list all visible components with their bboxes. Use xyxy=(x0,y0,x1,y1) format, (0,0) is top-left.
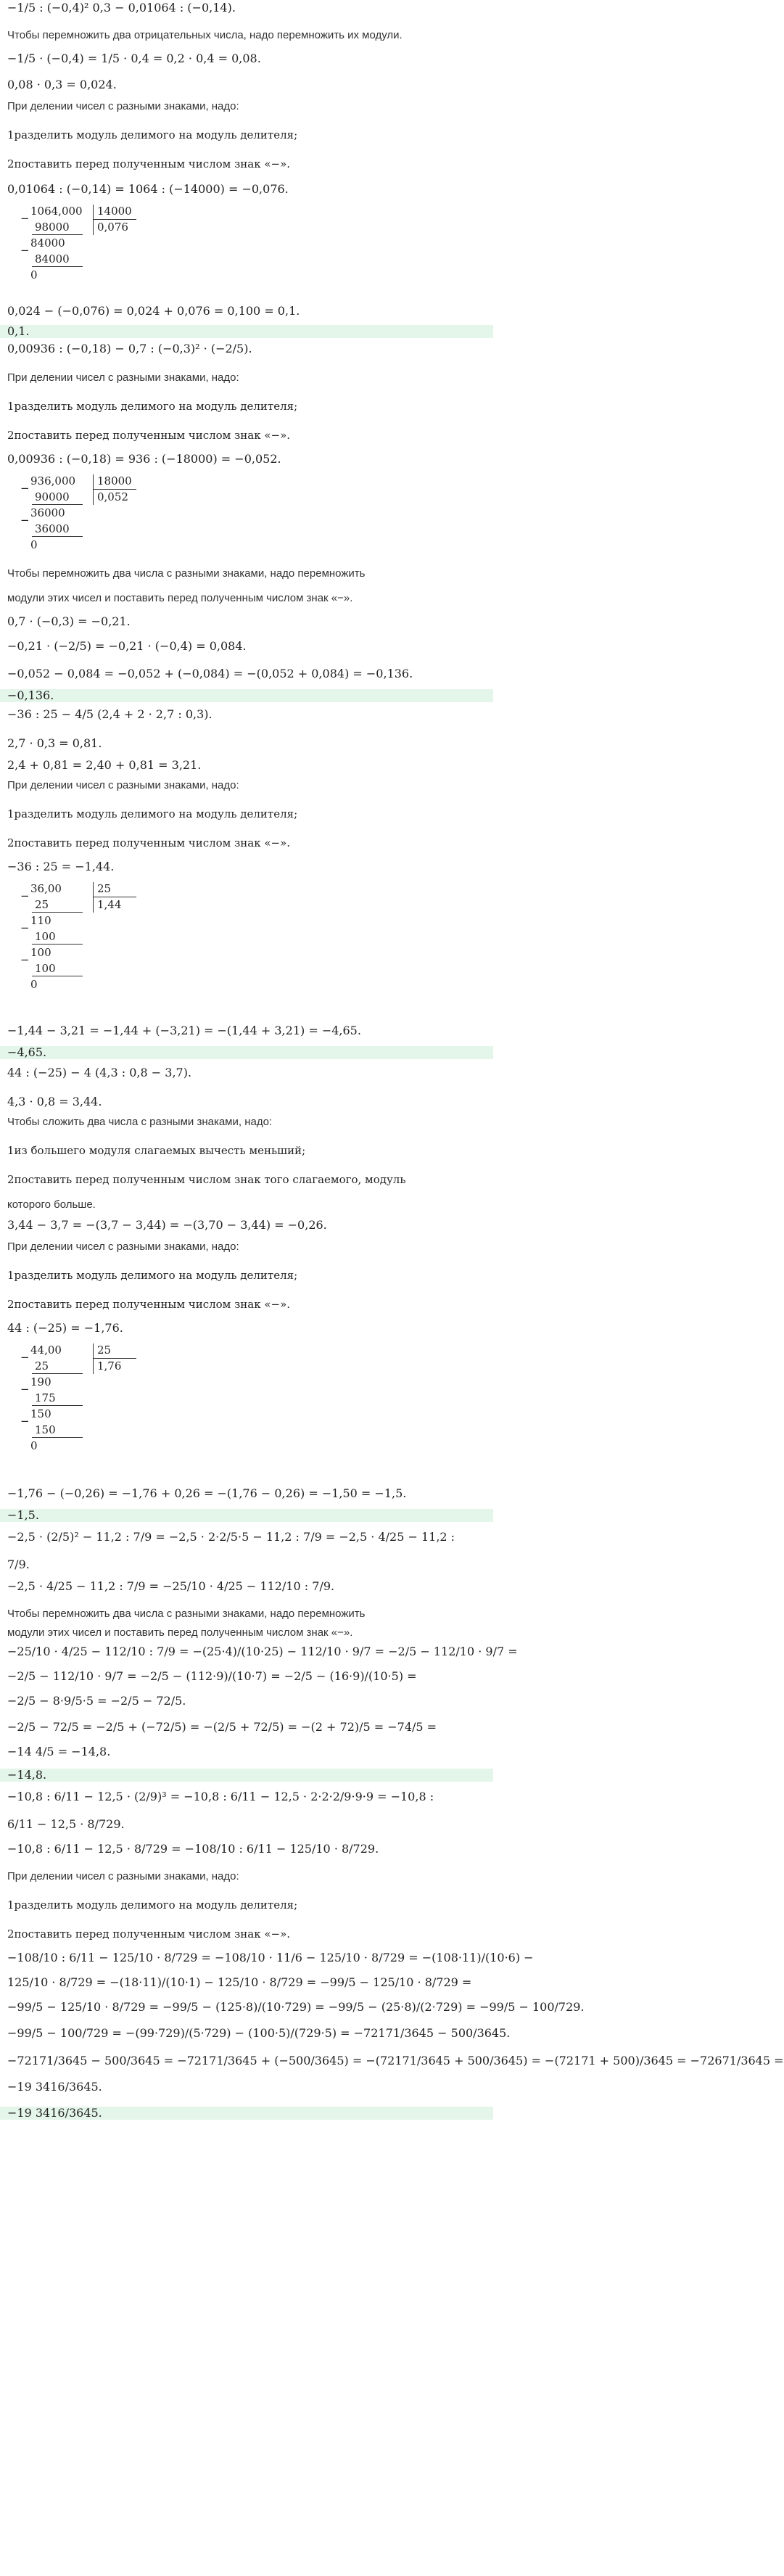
step-text: разделить модуль делимого на модуль делителя; xyxy=(14,1898,298,1912)
step-number: 2 xyxy=(7,429,15,442)
minus-sign: − xyxy=(20,1351,30,1364)
formula-line: 44 : (−25) = −1,76. xyxy=(7,1321,123,1335)
division-row: 98000 xyxy=(35,221,70,234)
division-bracket-line xyxy=(93,219,136,220)
step-number: 1 xyxy=(7,128,15,141)
rule-step xyxy=(7,1145,489,1157)
minus-sign: − xyxy=(20,1415,30,1428)
formula-line: −14 4/5 = −14,8. xyxy=(7,1745,111,1758)
division-underline xyxy=(32,944,83,945)
rule-step xyxy=(7,1270,489,1282)
formula-line: 3,44 − 3,7 = −(3,7 − 3,44) = −(3,70 − 3,44) = −0,26. xyxy=(7,1218,327,1232)
division-remainder: 0 xyxy=(30,538,38,551)
long-division xyxy=(20,882,180,998)
formula-line: 0,7 · (−0,3) = −0,21. xyxy=(7,614,131,628)
formula-line: −36 : 25 − 4/5 (2,4 + 2 · 2,7 : 0,3). xyxy=(7,707,212,721)
division-row: 25 xyxy=(35,1359,49,1373)
formula-line: 0,01064 : (−0,14) = 1064 : (−14000) = −0,076. xyxy=(7,182,289,196)
answer-line: 0,1. xyxy=(0,325,493,338)
formula-line: 0,00936 : (−0,18) = 936 : (−18000) = −0,052. xyxy=(7,452,281,466)
step-number: 2 xyxy=(7,1927,15,1941)
division-bracket-line xyxy=(93,1358,136,1359)
formula-line: 0,024 − (−0,076) = 0,024 + 0,076 = 0,100 = 0,1. xyxy=(7,304,300,318)
step-text: поставить перед полученным числом знак «−». xyxy=(14,1927,291,1941)
step-number: 2 xyxy=(7,1173,15,1186)
divisor: 25 xyxy=(97,882,112,895)
formula-line: 0,00936 : (−0,18) − 0,7 : (−0,3)² · (−2/5). xyxy=(7,342,252,355)
rule-step xyxy=(7,158,489,170)
rule-step xyxy=(7,837,489,849)
rule-step xyxy=(7,129,489,141)
step-text: разделить модуль делимого на модуль делителя; xyxy=(14,1269,298,1282)
rule-step xyxy=(7,1299,489,1311)
division-row: 936,000 xyxy=(30,474,76,487)
formula-line: −10,8 : 6/11 − 12,5 · 8/729 = −108/10 : 6/11 − 125/10 · 8/729. xyxy=(7,1842,379,1856)
step-number: 2 xyxy=(7,1298,15,1311)
division-row: 36,00 xyxy=(30,882,62,895)
rule-step xyxy=(7,400,489,413)
step-number: 1 xyxy=(7,1898,15,1912)
division-row: 150 xyxy=(35,1423,56,1436)
step-text: поставить перед полученным числом знак «−». xyxy=(14,1298,291,1311)
division-row: 190 xyxy=(30,1375,51,1388)
rule-step xyxy=(7,429,489,442)
minus-sign: − xyxy=(20,1383,30,1396)
step-number: 1 xyxy=(7,1144,15,1157)
formula-line: −1/5 · (−0,4) = 1/5 · 0,4 = 0,2 · 0,4 = 0,08. xyxy=(7,52,261,65)
division-bracket-line xyxy=(93,489,136,490)
rule-text: При делении чисел с разными знаками, надо: xyxy=(7,371,239,384)
formula-line: −2,5 · 4/25 − 11,2 : 7/9 = −25/10 · 4/25 − 112/10 : 7/9. xyxy=(7,1579,335,1593)
division-bracket xyxy=(93,1343,94,1374)
answer-line: −19 3416/3645. xyxy=(0,2107,493,2120)
minus-sign: − xyxy=(20,889,30,902)
formula-line: −2/5 − 72/5 = −2/5 + (−72/5) = −(2/5 + 72/5) = −(2 + 72)/5 = −74/5 = xyxy=(7,1720,437,1734)
long-division xyxy=(20,1343,180,1460)
division-bracket xyxy=(93,474,94,505)
long-division xyxy=(20,474,180,559)
long-division xyxy=(20,205,180,289)
division-row: 25 xyxy=(35,898,49,911)
division-bracket xyxy=(93,882,94,913)
formula-line: −108/10 : 6/11 − 125/10 · 8/729 = −108/10 · 11/6 − 125/10 · 8/729 = −(108·11)/(10·6) − xyxy=(7,1951,534,1964)
rule-text: Чтобы сложить два числа с разными знаками, надо: xyxy=(7,1116,273,1128)
quotient: 1,76 xyxy=(97,1359,122,1373)
rule-text: При делении чисел с разными знаками, надо: xyxy=(7,779,239,791)
step-number: 1 xyxy=(7,400,15,413)
quotient: 0,052 xyxy=(97,490,128,503)
formula-line: −2/5 − 112/10 · 9/7 = −2/5 − (112·9)/(10·7) = −2/5 − (16·9)/(10·5) = xyxy=(7,1669,417,1683)
formula-line: −72171/3645 − 500/3645 = −72171/3645 + (−500/3645) = −(72171/3645 + 500/3645) = −(72171 + 500)/3645 = −72671/3645 = xyxy=(7,2054,784,2067)
step-text: разделить модуль делимого на модуль делителя; xyxy=(14,807,298,820)
formula-line: −1/5 : (−0,4)² 0,3 − 0,01064 : (−0,14). xyxy=(7,1,236,15)
division-underline xyxy=(32,912,83,913)
rule-text: модули этих чисел и поставить перед полученным числом знак «−». xyxy=(7,592,353,604)
formula-line: −10,8 : 6/11 − 12,5 · (2/9)³ = −10,8 : 6/11 − 12,5 · 2·2·2/9·9·9 = −10,8 : xyxy=(7,1790,434,1803)
rule-text: При делении чисел с разными знаками, надо: xyxy=(7,1870,239,1882)
formula-line: −99/5 − 100/729 = −(99·729)/(5·729) − (100·5)/(729·5) = −72171/3645 − 500/3645. xyxy=(7,2026,511,2040)
division-row: 90000 xyxy=(35,490,70,503)
division-underline xyxy=(32,536,83,537)
rule-text-continuation: которого больше. xyxy=(7,1198,96,1211)
formula-line: −99/5 − 125/10 · 8/729 = −99/5 − (125·8)/(10·729) = −99/5 − (25·8)/(2·729) = −99/5 − 100/729. xyxy=(7,2000,585,2014)
division-row: 100 xyxy=(35,962,56,975)
formula-line: −19 3416/3645. xyxy=(7,2080,102,2094)
rule-text: Чтобы перемножить два числа с разными знаками, надо перемножить xyxy=(7,567,366,580)
formula-line: −0,052 − 0,084 = −0,052 + (−0,084) = −(0,052 + 0,084) = −0,136. xyxy=(7,667,413,680)
formula-line: −1,44 − 3,21 = −1,44 + (−3,21) = −(1,44 + 3,21) = −4,65. xyxy=(7,1024,361,1037)
minus-sign: − xyxy=(20,212,30,225)
quotient: 0,076 xyxy=(97,221,128,234)
rule-step xyxy=(7,1928,489,1941)
formula-line: 4,3 · 0,8 = 3,44. xyxy=(7,1095,102,1108)
formula-line: 7/9. xyxy=(7,1557,30,1571)
division-row: 110 xyxy=(30,914,51,927)
rule-step xyxy=(7,808,489,820)
step-text: поставить перед полученным числом знак того слагаемого, модуль xyxy=(14,1173,406,1186)
rule-step xyxy=(7,1174,489,1186)
division-remainder: 0 xyxy=(30,978,38,991)
step-number: 2 xyxy=(7,836,15,849)
division-remainder: 0 xyxy=(30,1439,38,1452)
divisor: 18000 xyxy=(97,474,132,487)
formula-line: 2,7 · 0,3 = 0,81. xyxy=(7,736,102,750)
division-row: 150 xyxy=(30,1407,51,1420)
division-remainder: 0 xyxy=(30,268,38,281)
answer-line: −1,5. xyxy=(0,1509,493,1522)
division-row: 100 xyxy=(30,946,51,959)
division-underline xyxy=(32,266,83,267)
rule-text: Чтобы перемножить два отрицательных числа, надо перемножить их модули. xyxy=(7,29,403,41)
minus-sign: − xyxy=(20,921,30,934)
step-text: разделить модуль делимого на модуль делителя; xyxy=(14,128,298,141)
division-row: 36000 xyxy=(35,522,70,535)
rule-text: модули этих чисел и поставить перед полученным числом знак «−». xyxy=(7,1626,353,1639)
step-number: 2 xyxy=(7,157,15,170)
rule-text: Чтобы перемножить два числа с разными знаками, надо перемножить xyxy=(7,1608,366,1620)
formula-line: 44 : (−25) − 4 (4,3 : 0,8 − 3,7). xyxy=(7,1066,192,1079)
step-text: поставить перед полученным числом знак «−». xyxy=(14,157,291,170)
step-text: поставить перед полученным числом знак «−». xyxy=(14,836,291,849)
formula-line: 125/10 · 8/729 = −(18·11)/(10·1) − 125/10 · 8/729 = −99/5 − 125/10 · 8/729 = xyxy=(7,1975,472,1989)
division-row: 84000 xyxy=(30,236,65,250)
answer-line: −0,136. xyxy=(0,689,493,702)
quotient: 1,44 xyxy=(97,898,122,911)
step-text: из большего модуля слагаемых вычесть меньший; xyxy=(14,1144,306,1157)
step-text: поставить перед полученным числом знак «−». xyxy=(14,429,291,442)
division-underline xyxy=(32,1373,83,1374)
formula-line: −2/5 − 8·9/5·5 = −2/5 − 72/5. xyxy=(7,1694,186,1708)
division-row: 1064,000 xyxy=(30,205,83,218)
minus-sign: − xyxy=(20,953,30,966)
division-row: 100 xyxy=(35,930,56,943)
division-row: 44,00 xyxy=(30,1343,62,1357)
formula-line: 6/11 − 12,5 · 8/729. xyxy=(7,1817,125,1831)
rule-step xyxy=(7,1899,489,1912)
divisor: 14000 xyxy=(97,205,132,218)
answer-line: −14,8. xyxy=(0,1769,493,1782)
formula-line: −25/10 · 4/25 − 112/10 : 7/9 = −(25·4)/(10·25) − 112/10 · 9/7 = −2/5 − 112/10 · 9/7 = xyxy=(7,1645,518,1658)
minus-sign: − xyxy=(20,482,30,495)
minus-sign: − xyxy=(20,514,30,527)
division-row: 84000 xyxy=(35,252,70,266)
rule-text: При делении чисел с разными знаками, надо: xyxy=(7,1240,239,1253)
division-row: 36000 xyxy=(30,506,65,519)
step-number: 1 xyxy=(7,1269,15,1282)
division-underline xyxy=(32,504,83,505)
minus-sign: − xyxy=(20,244,30,257)
formula-line: −2,5 · (2/5)² − 11,2 : 7/9 = −2,5 · 2·2/5·5 − 11,2 : 7/9 = −2,5 · 4/25 − 11,2 : xyxy=(7,1530,455,1544)
formula-line: −0,21 · (−2/5) = −0,21 · (−0,4) = 0,084. xyxy=(7,639,247,653)
step-text: разделить модуль делимого на модуль делителя; xyxy=(14,400,298,413)
formula-line: 2,4 + 0,81 = 2,40 + 0,81 = 3,21. xyxy=(7,758,202,772)
division-underline xyxy=(32,1405,83,1406)
division-underline xyxy=(32,234,83,235)
formula-line: −1,76 − (−0,26) = −1,76 + 0,26 = −(1,76 − 0,26) = −1,50 = −1,5. xyxy=(7,1486,407,1500)
step-number: 1 xyxy=(7,807,15,820)
division-bracket xyxy=(93,205,94,235)
formula-line: −36 : 25 = −1,44. xyxy=(7,860,115,873)
answer-line: −4,65. xyxy=(0,1046,493,1059)
formula-line: 0,08 · 0,3 = 0,024. xyxy=(7,78,117,91)
divisor: 25 xyxy=(97,1343,112,1357)
division-row: 175 xyxy=(35,1391,56,1404)
division-underline xyxy=(32,1437,83,1438)
rule-text: При делении чисел с разными знаками, надо: xyxy=(7,100,239,112)
